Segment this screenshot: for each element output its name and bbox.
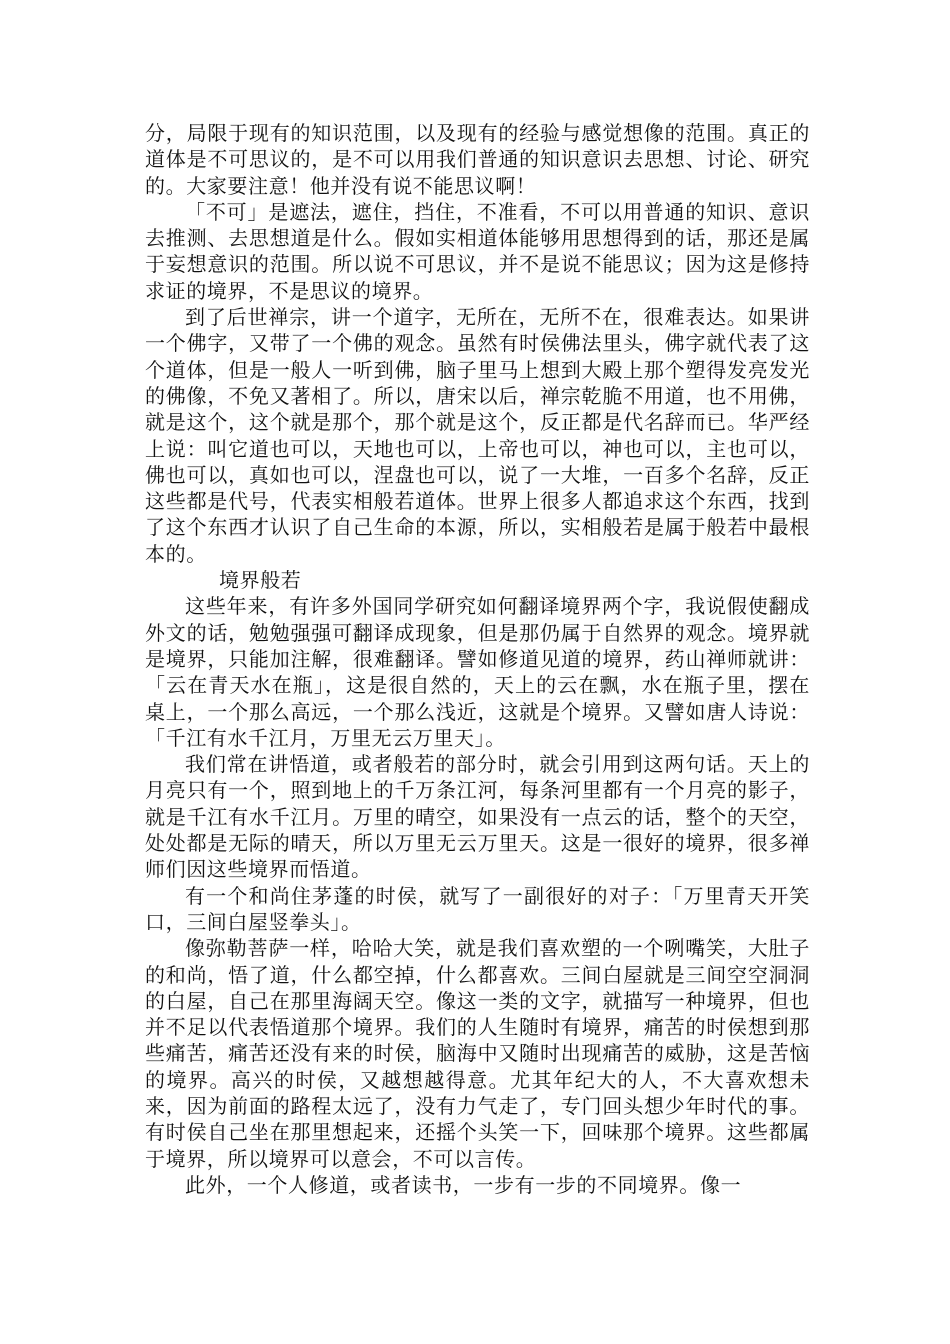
paragraph-1: 分，局限于现有的知识范围，以及现有的经验与感觉想像的范围。真正的道体是不可思议的，是不可以用我们普通的知识意识去思想、讨论、研究的。大家要注意！他并没有说不能思议啊！ bbox=[145, 121, 810, 198]
paragraph-8: 此外，一个人修道，或者读书，一步有一步的不同境界。像一 bbox=[185, 1172, 742, 1197]
document-page bbox=[145, 120, 810, 1198]
paragraph-5: 我们常在讲悟道，或者般若的部分时，就会引用到这两句话。天上的月亮只有一个，照到地上的千万条江河，每条河里都有一个月亮的影子，就是千江有水千江月。万里的晴空，如果没有一点云的话，整个的天空，处处都是无际的晴天，所以万里无云万里天。这是一很好的境界，很多禅师们因这些境界而悟道。 bbox=[145, 752, 810, 882]
paragraph-7: 像弥勒菩萨一样，哈哈大笑，就是我们喜欢塑的一个咧嘴笑，大肚子的和尚，悟了道，什么都空掉，什么都喜欢。三间白屋就是三间空空洞洞的白屋，自己在那里海阔天空。像这一类的文字，就描写一种境界，但也并不足以代表悟道那个境界。我们的人生随时有境界，痛苦的时侯想到那些痛苦，痛苦还没有来的时侯，脑海中又随时出现痛苦的威胁，这是苦恼的境界。高兴的时侯，又越想越得意。尤其年纪大的人，不大喜欢想未来，因为前面的路程太远了，没有力气走了，专门回头想少年时代的事。有时侯自己坐在那里想起来，还摇个头笑一下，回味那个境界。这些都属于境界，所以境界可以意会，不可以言传。 bbox=[145, 936, 810, 1171]
paragraph-3: 到了后世禅宗，讲一个道字，无所在，无所不在，很难表达。如果讲一个佛字，又带了一个佛的观念。虽然有时侯佛法里头，佛字就代表了这个道体，但是一般人一听到佛，脑子里马上想到大殿上那个塑得发亮发光的佛像，不免又著相了。所以，唐宋以后，禅宗乾脆不用道，也不用佛，就是这个，这个就是那个，那个就是这个，反正都是代名辞而已。华严经上说：叫它道也可以，天地也可以，上帝也可以，神也可以，主也可以，佛也可以，真如也可以，涅盘也可以，说了一大堆，一百多个名辞，反正这些都是代号，代表实相般若道体。世界上很多人都追求这个东西，找到了这个东西才认识了自己生命的本源，所以，实相般若是属于般若中最根本的。 bbox=[145, 305, 810, 566]
paragraph-4: 这些年来，有许多外国同学研究如何翻译境界两个字，我说假使翻成外文的话，勉勉强强可翻译成现象，但是那仍属于自然界的观念。境界就是境界，只能加注解，很难翻译。譬如修道见道的境界，药山禅师就讲：「云在青天水在瓶」，这是很自然的，天上的云在飘，水在瓶子里，摆在桌上，一个那么高远，一个那么浅近，这就是个境界。又譬如唐人诗说：「千江有水千江月，万里无云万里天」。 bbox=[145, 594, 810, 750]
paragraph-6: 有一个和尚住茅蓬的时侯，就写了一副很好的对子：「万里青天开笑口，三间白屋竖拳头」。 bbox=[145, 883, 810, 934]
section-heading: 境界般若 bbox=[219, 568, 302, 593]
paragraph-2: 「不可」是遮法，遮住，挡住，不准看，不可以用普通的知识、意识去推测、去思想道是什么。假如实相道体能够用思想得到的话，那还是属于妄想意识的范围。所以说不可思议，并不是说不能思议；因为这是修持求证的境界，不是思议的境界。 bbox=[145, 199, 810, 303]
